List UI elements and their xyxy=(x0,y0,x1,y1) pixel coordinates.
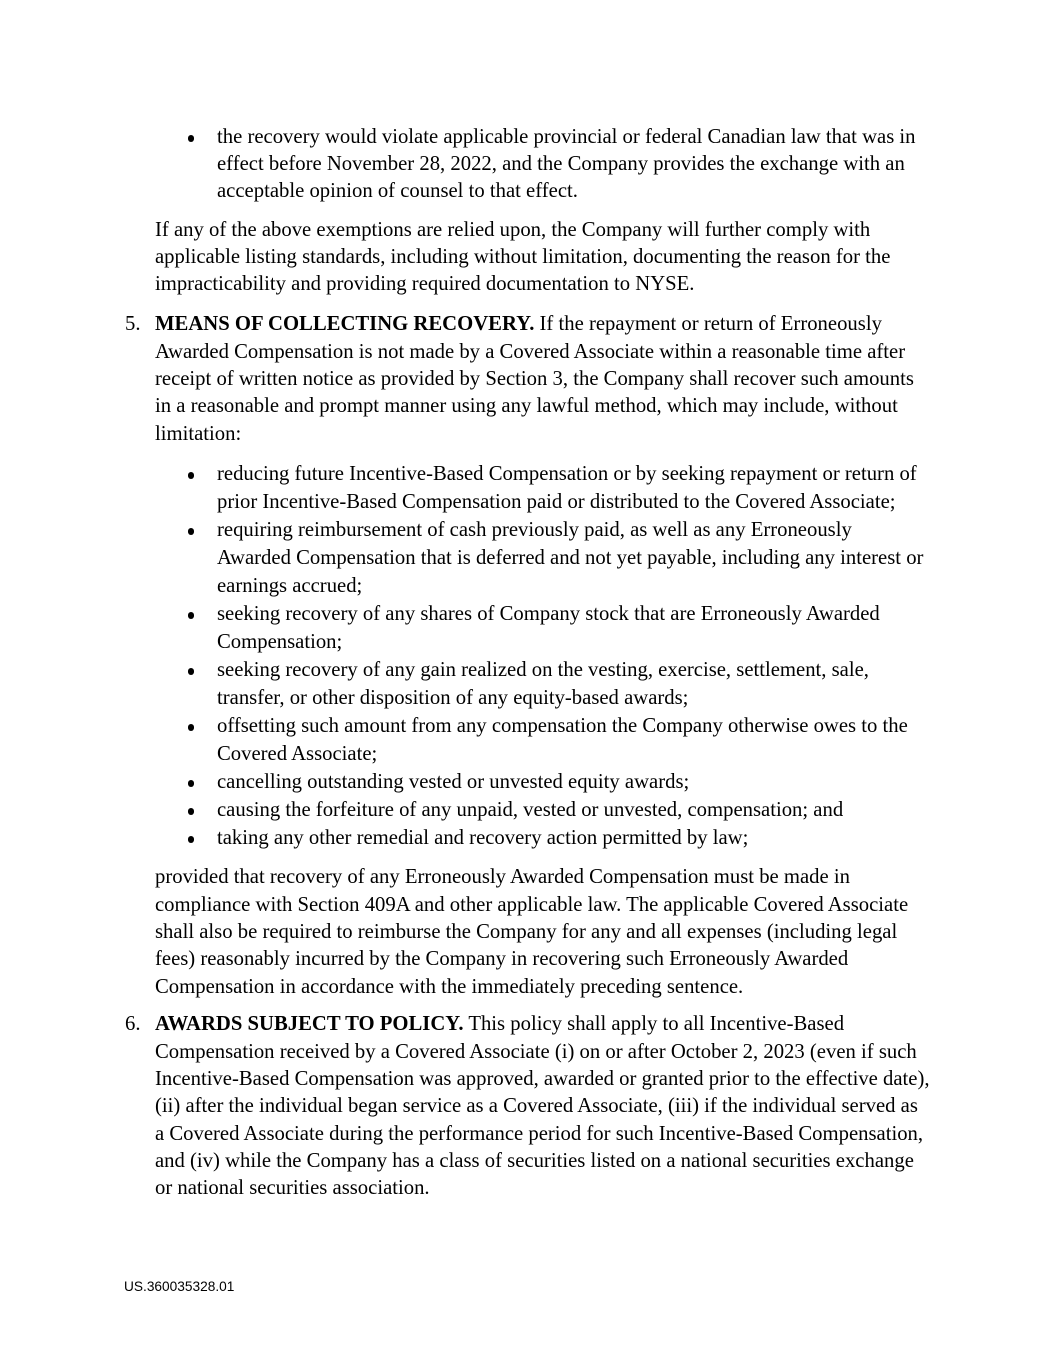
text-line: applicable listing standards, including without limitation, documenting the reason for the xyxy=(155,245,891,268)
text-line: compliance with Section 409A and other applicable law. The applicable Covered Associate xyxy=(155,893,909,916)
exemption-bullet-list xyxy=(217,124,977,205)
text-line: Compensation; xyxy=(217,631,343,653)
section-6 xyxy=(125,1011,945,1202)
section-heading: MEANS OF COLLECTING RECOVERY. xyxy=(155,313,535,336)
proviso-paragraph xyxy=(155,864,945,1000)
section-number: 6. xyxy=(125,1013,141,1036)
section-text: If the repayment or return of Erroneously xyxy=(539,313,882,336)
list-item xyxy=(217,460,977,516)
text-line: (ii) after the individual began service as a Covered Associate, (iii) if the individual served as xyxy=(155,1095,918,1118)
text-line: offsetting such amount from any compensation the Company otherwise owes to the xyxy=(217,715,908,737)
list-item xyxy=(217,796,977,824)
bullet-icon xyxy=(188,668,195,675)
text-line: or national securities association. xyxy=(155,1177,430,1200)
bullet-icon xyxy=(188,808,195,815)
recovery-methods-list xyxy=(217,460,977,852)
bullet-icon xyxy=(188,780,195,787)
footer-document-id: US.360035328.01 xyxy=(124,1279,235,1294)
text-line: shall also be required to reimburse the Company for any and all expenses (including legal xyxy=(155,920,898,943)
bullet-icon xyxy=(188,836,195,843)
text-line: seeking recovery of any shares of Company stock that are Erroneously Awarded xyxy=(217,603,880,625)
text-line: Awarded Compensation is not made by a Covered Associate within a reasonable time after xyxy=(155,340,906,363)
text-line: acceptable opinion of counsel to that effect. xyxy=(217,179,578,202)
text-line: seeking recovery of any gain realized on the vesting, exercise, settlement, sale, xyxy=(217,659,869,681)
list-item xyxy=(217,768,977,796)
text-line: limitation: xyxy=(155,422,242,445)
text-line: causing the forfeiture of any unpaid, vested or unvested, compensation; and xyxy=(217,799,844,821)
section-5 xyxy=(125,311,945,447)
text-line: If any of the above exemptions are relied upon, the Company will further comply with xyxy=(155,218,871,241)
bullet-icon xyxy=(188,724,195,731)
list-item xyxy=(217,516,977,600)
text-line: Incentive-Based Compensation was approved, awarded or granted prior to the effective date), xyxy=(155,1067,930,1090)
text-line: Compensation received by a Covered Associate (i) on or after October 2, 2023 (even if such xyxy=(155,1040,917,1063)
text-line: receipt of written notice as provided by Section 3, the Company shall recover such amounts xyxy=(155,367,914,390)
section-text: This policy shall apply to all Incentive-Based xyxy=(468,1013,845,1036)
list-item xyxy=(217,824,977,852)
text-line: Awarded Compensation that is deferred and not yet payable, including any interest or xyxy=(217,547,924,569)
text-line: provided that recovery of any Erroneously Awarded Compensation must be made in xyxy=(155,866,850,889)
bullet-icon xyxy=(188,528,195,535)
text-line xyxy=(155,1011,945,1038)
text-line: reducing future Incentive-Based Compensation or by seeking repayment or return of xyxy=(217,463,917,485)
text-line: Compensation in accordance with the immediately preceding sentence. xyxy=(155,975,744,998)
text-line: in a reasonable and prompt manner using any lawful method, which may include, without xyxy=(155,395,898,418)
text-line: cancelling outstanding vested or unvested equity awards; xyxy=(217,771,690,793)
text-line xyxy=(155,311,945,338)
text-line: transfer, or other disposition of any equity-based awards; xyxy=(217,687,689,709)
text-line: earnings accrued; xyxy=(217,575,363,597)
text-line: and (iv) while the Company has a class of securities listed on a national securities exchange xyxy=(155,1149,914,1172)
list-item xyxy=(217,656,977,712)
text-line: taking any other remedial and recovery action permitted by law; xyxy=(217,827,749,849)
section-heading: AWARDS SUBJECT TO POLICY. xyxy=(155,1013,464,1036)
text-line: requiring reimbursement of cash previously paid, as well as any Erroneously xyxy=(217,519,852,541)
text-line: fees) reasonably incurred by the Company in recovering such Erroneously Awarded xyxy=(155,948,849,971)
bullet-icon xyxy=(188,135,195,142)
bullet-icon xyxy=(188,472,195,479)
list-item xyxy=(217,124,977,205)
list-item xyxy=(217,600,977,656)
exemption-note-paragraph xyxy=(155,217,945,298)
text-line: the recovery would violate applicable provincial or federal Canadian law that was in xyxy=(217,125,916,148)
bullet-icon xyxy=(188,612,195,619)
text-line: prior Incentive-Based Compensation paid or distributed to the Covered Associate; xyxy=(217,491,896,513)
text-line: a Covered Associate during the performance period for such Incentive-Based Compensation, xyxy=(155,1122,924,1145)
list-item xyxy=(217,712,977,768)
text-line: effect before November 28, 2022, and the Company provides the exchange with an xyxy=(217,152,905,175)
text-line: impracticability and providing required documentation to NYSE. xyxy=(155,272,695,295)
text-line: Covered Associate; xyxy=(217,743,378,765)
section-number: 5. xyxy=(125,313,141,336)
